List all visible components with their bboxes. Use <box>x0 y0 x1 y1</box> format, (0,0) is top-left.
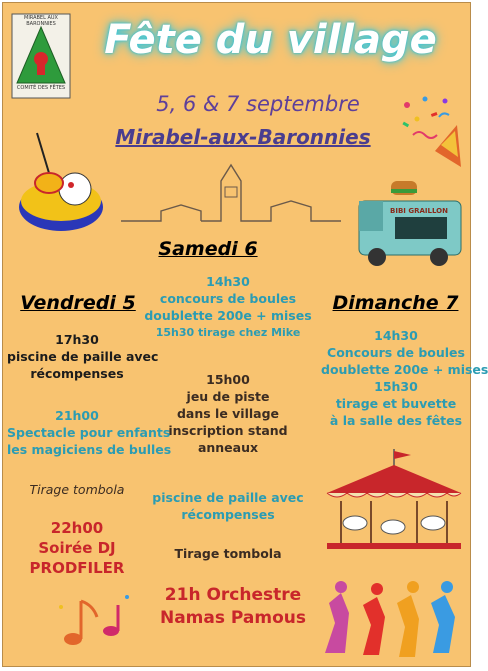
saturday-line: dans le village <box>176 406 280 421</box>
saturday-line: inscription stand <box>168 423 288 438</box>
friday-line: PRODFILER <box>29 559 125 577</box>
carousel-icon <box>321 447 467 557</box>
saturday-line: jeu de piste <box>186 389 270 404</box>
page-title: Fête du village <box>104 17 437 63</box>
friday-line: les magiciens de bulles <box>7 442 172 457</box>
bumper-car-icon <box>15 131 107 235</box>
dancers-icon <box>305 573 469 663</box>
sunday-heading: Dimanche 7 <box>332 292 459 314</box>
logo-text: MIRABEL AUX BARONNIES <box>24 15 58 27</box>
friday-line: piscine de paille avec <box>7 349 159 364</box>
saturday-line: doublette 200e + mises <box>144 308 312 323</box>
saturday-line: piscine de paille avec <box>152 490 304 505</box>
sunday-line: doublette 200e + mises <box>321 362 488 377</box>
saturday-heading: Samedi 6 <box>158 238 258 260</box>
saturday-tombola: Tirage tombola <box>174 546 282 561</box>
orchestra-time: 21h Orchestre <box>164 585 302 605</box>
logo-subtext: COMITÉ DES FÊTES <box>16 85 66 91</box>
saturday-time-1: 14h30 <box>206 274 250 289</box>
saturday-line: récompenses <box>181 507 275 522</box>
friday-tombola: Tirage tombola <box>29 482 125 497</box>
village-logo <box>11 13 71 99</box>
food-truck-sign: BIBI GRAILLON <box>390 207 448 215</box>
saturday-evening <box>143 584 323 630</box>
friday-time-1: 17h30 <box>55 332 99 347</box>
event-poster <box>2 2 488 667</box>
confetti-popper-icon <box>395 91 467 169</box>
friday-line: Spectacle pour enfants <box>7 425 171 440</box>
saturday-line: concours de boules <box>159 291 297 306</box>
village-sketch-icon <box>121 161 341 227</box>
friday-evening <box>7 518 147 578</box>
saturday-time-2: 15h00 <box>206 372 250 387</box>
sunday-time-1: 14h30 <box>374 328 418 343</box>
sunday-line: Concours de boules <box>327 345 465 360</box>
sunday-line: tirage et buvette <box>335 396 457 411</box>
friday-time-2: 21h00 <box>55 408 99 423</box>
saturday-line: 15h30 tirage chez Mike <box>155 326 301 339</box>
music-notes-icon <box>53 587 137 657</box>
friday-time-3: 22h00 <box>50 519 104 537</box>
event-dates: 5, 6 & 7 septembre <box>156 92 360 116</box>
friday-line: récompenses <box>30 366 124 381</box>
saturday-schedule-3 <box>143 489 313 523</box>
friday-heading: Vendredi 5 <box>20 292 136 314</box>
friday-schedule <box>7 331 159 382</box>
food-truck-icon <box>353 175 465 271</box>
event-place: Mirabel-aux-Baronnies <box>115 125 371 149</box>
orchestra-name: Namas Pamous <box>159 608 306 628</box>
saturday-schedule <box>143 273 313 341</box>
friday-line: Soirée DJ <box>38 539 116 557</box>
sunday-schedule <box>321 327 488 429</box>
friday-schedule-2 <box>7 407 172 458</box>
saturday-line: anneaux <box>197 440 259 455</box>
sunday-time-2: 15h30 <box>374 379 418 394</box>
sunday-line: à la salle des fêtes <box>329 413 463 428</box>
